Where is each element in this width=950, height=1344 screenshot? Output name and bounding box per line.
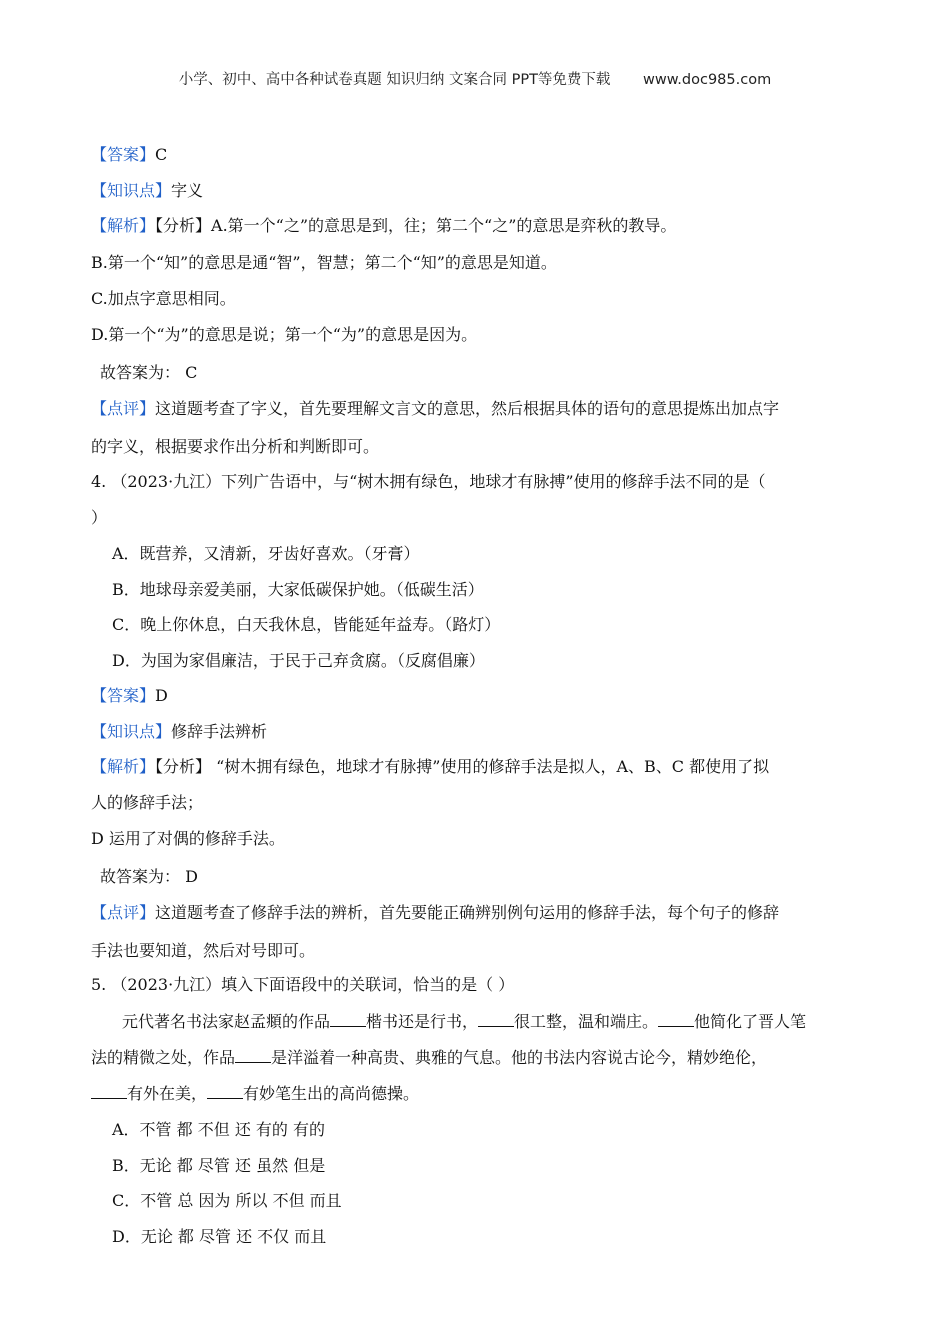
q4-comment-line-1 [91, 902, 871, 924]
passage-text: 是洋溢着一种高贵、典雅的气息。他的书法内容说古论今，精妙绝伦， [271, 1048, 768, 1067]
answer-tag: 【答案】 [91, 686, 156, 705]
header-text: 小学、初中、高中各种试卷真题 知识归纳 文案合同 PPT等免费下载 [178, 72, 611, 88]
q5-option-c: C．不管 总 因为 所以 不但 而且 [112, 1191, 342, 1210]
q4-analysis-line-1 [91, 756, 871, 778]
q5-option-d: D．无论 都 尽管 还 不仅 而且 [112, 1227, 327, 1246]
q3-comment-line-1 [91, 398, 871, 420]
comment-tag: 【点评】 [91, 903, 156, 922]
kp-value: 字义 [171, 181, 204, 200]
q3-final-answer: 故答案为： C [100, 363, 198, 382]
q3-knowledge-point [91, 180, 871, 202]
q5-option-b: B．无论 都 尽管 还 虽然 但是 [112, 1156, 326, 1175]
page-header [0, 68, 950, 89]
q4-comment-line-2: 手法也要知道，然后对号即可。 [91, 941, 316, 960]
q4-stem-line-2: ） [91, 508, 108, 527]
passage-text: 楷书还是行书， [366, 1012, 479, 1031]
analysis-text: 【分析】A.第一个“之”的意思是到，往；第二个“之”的意思是弈秋的教导。 [155, 216, 677, 235]
q4-final-answer: 故答案为： D [100, 867, 198, 886]
header-site[interactable]: www.doc985.com [643, 72, 772, 88]
q5-passage-line-2 [91, 1047, 871, 1069]
kp-value: 修辞手法辨析 [171, 722, 268, 741]
q3-analysis-line-4: D.第一个“为”的意思是说；第一个“为”的意思是因为。 [91, 325, 478, 344]
q5-stem: 5. （2023·九江）填入下面语段中的关联词，恰当的是（ ） [91, 975, 515, 994]
q4-knowledge-point [91, 721, 871, 743]
passage-text: 元代著名书法家赵孟頫的作品 [122, 1012, 331, 1031]
passage-text: 他简化了晋人笔 [694, 1012, 807, 1031]
q5-option-a: A．不管 都 不但 还 有的 有的 [112, 1120, 325, 1139]
comment-text: 这道题考查了修辞手法的辨析，首先要能正确辨别例句运用的修辞手法，每个句子的修辞 [155, 903, 780, 922]
q4-option-d: D．为国为家倡廉洁，于民于己弃贪腐。（反腐倡廉） [112, 651, 485, 670]
q3-answer [91, 144, 871, 166]
analysis-text: 【分析】 “树木拥有绿色，地球才有脉搏”使用的修辞手法是拟人，A、B、C 都使用了拟 [155, 757, 770, 776]
comment-text: 这道题考查了字义，首先要理解文言文的意思，然后根据具体的语句的意思提炼出加点字 [155, 399, 780, 418]
q5-passage-line-3 [91, 1083, 871, 1105]
kp-tag: 【知识点】 [91, 181, 172, 200]
passage-text: 有外在美， [127, 1084, 208, 1103]
q4-answer [91, 685, 871, 707]
q4-option-c: C．晚上你休息，白天我休息，皆能延年益寿。（路灯） [112, 615, 501, 634]
blank [330, 1012, 366, 1027]
analysis-tag: 【解析】 [91, 216, 156, 235]
q4-analysis-line-2: 人的修辞手法； [91, 793, 204, 812]
blank [658, 1012, 694, 1027]
q3-comment-line-2: 的字义，根据要求作出分析和判断即可。 [91, 437, 380, 456]
q4-stem-line-1: 4. （2023·九江）下列广告语中，与“树木拥有绿色，地球才有脉搏”使用的修辞手法不同的是（ [91, 472, 766, 491]
answer-value: C [155, 145, 168, 164]
kp-tag: 【知识点】 [91, 722, 172, 741]
answer-tag: 【答案】 [91, 145, 156, 164]
passage-text: 法的精微之处，作品 [91, 1048, 236, 1067]
comment-tag: 【点评】 [91, 399, 156, 418]
q3-analysis-line-1 [91, 215, 871, 237]
blank [207, 1084, 243, 1099]
answer-value: D [155, 686, 168, 705]
q4-option-b: B．地球母亲爱美丽，大家低碳保护她。（低碳生活） [112, 580, 484, 599]
passage-text: 有妙笔生出的高尚德操。 [243, 1084, 420, 1103]
q5-passage-line-1 [122, 1011, 902, 1033]
passage-text: 很工整，温和端庄。 [514, 1012, 659, 1031]
q4-option-a: A．既营养，又清新，牙齿好喜欢。（牙膏） [112, 544, 420, 563]
blank [235, 1048, 271, 1063]
analysis-tag: 【解析】 [91, 757, 156, 776]
q3-analysis-line-3: C.加点字意思相同。 [91, 289, 236, 308]
q4-analysis-line-3: D 运用了对偶的修辞手法。 [91, 829, 285, 848]
blank [478, 1012, 514, 1027]
blank [91, 1084, 127, 1099]
q3-analysis-line-2: B.第一个“知”的意思是通“智”，智慧；第二个“知”的意思是知道。 [91, 253, 557, 272]
